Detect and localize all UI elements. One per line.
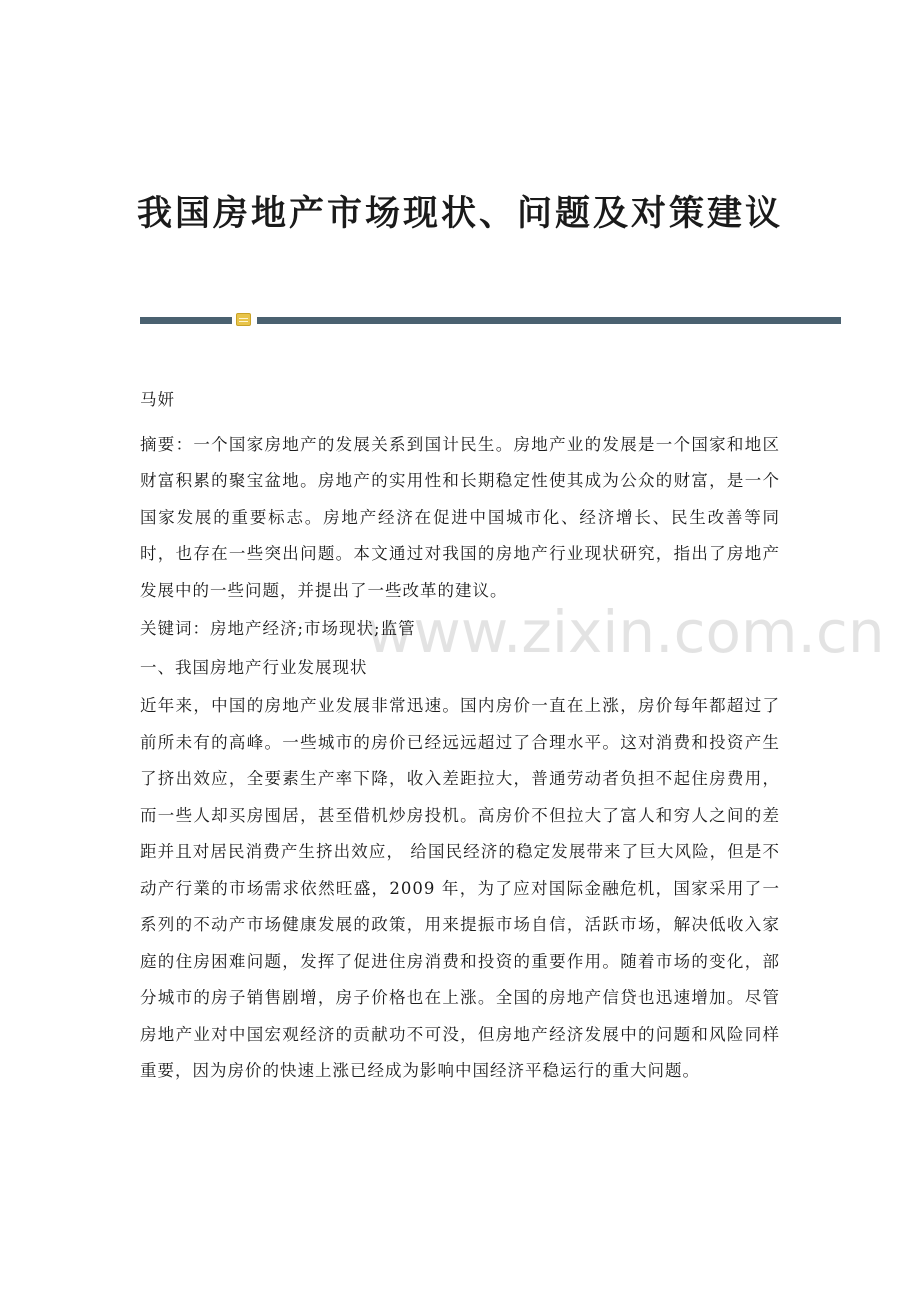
divider-bar-left — [140, 317, 232, 324]
section-heading: 一、我国房地产行业发展现状 — [140, 657, 368, 677]
body-paragraph: 近年来，中国的房地产业发展非常迅速。国内房价一直在上涨，房价每年都超过了前所未有的高峰。一些城市的房价已经远远超过了合理水平。这对消费和投资产生了挤出效应，全要素生产率下降，收入差距拉大，普通劳动者负担不起住房费用，而一些人却买房囤居，甚至借机炒房投机。高房价不但拉大了富人和穷人之间的差距并且对居民消费产生挤出效应， 给国民经济的稳定发展带来了巨大风险，但是不动产行業的市场需求依然旺盛，2009 年，为了应对国际金融危机，国家采用了一系列的不动产市场健康发展的政策，用来提振市场自信，活跃市场，解决低收入家庭的住房困难问题，发挥了促进住房消费和投资的重要作用。随着市场的变化，部分城市的房子销售剧增，房子价格也在上涨。全国的房地产信贷也迅速增加。尽管房地产业对中国宏观经济的贡献功不可没，但房地产经济发展中的问题和风险同样重要，因为房价的快速上涨已经成为影响中国经济平稳运行的重大问题。 — [140, 696, 780, 1080]
title-divider — [140, 313, 841, 329]
author-name: 马妍 — [140, 390, 175, 409]
divider-marker-icon — [236, 313, 251, 326]
divider-bar-right — [257, 317, 841, 324]
keywords-line: 关键词：房地产经济;市场现状;监管 — [140, 619, 416, 638]
abstract-paragraph: 摘要：一个国家房地产的发展关系到国计民生。房地产业的发展是一个国家和地区财富积累的聚宝盆地。房地产的实用性和长期稳定性使其成为公众的财富，是一个国家发展的重要标志。房地产经济在促进中国城市化、经济增长、民生改善等同时，也存在一些突出问题。本文通过对我国的房地产行业现状研究，指出了房地产发展中的一些问题，并提出了一些改革的建议。 — [140, 434, 780, 600]
watermark-text: www.zixin.com.cn — [366, 598, 885, 666]
document-body — [140, 382, 780, 1090]
document-title: 我国房地产市场现状、问题及对策建议 — [136, 193, 783, 234]
